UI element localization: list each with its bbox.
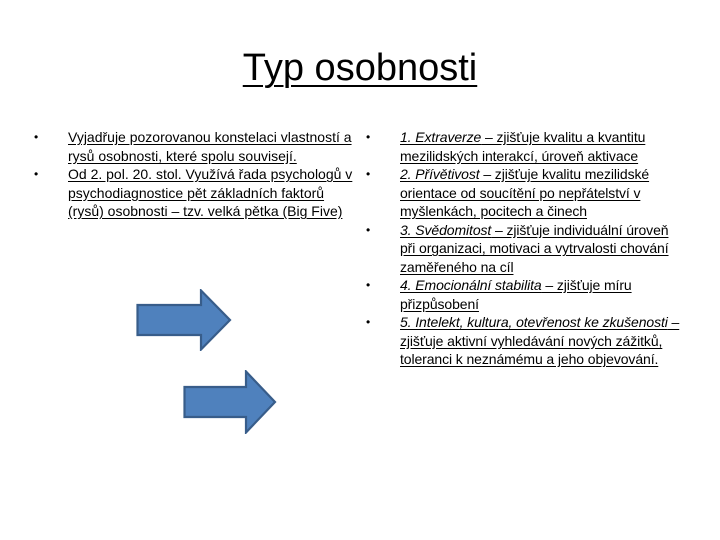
left-bullet-text: Vyjadřuje pozorovanou konstelaci vlastností a rysů osobnosti, které spolu souvisejí.	[68, 129, 352, 164]
left-bullet-list	[34, 128, 354, 221]
factor-name: 4. Emocionální stabilita	[400, 277, 542, 293]
bullet-dot: •	[366, 315, 371, 329]
big-five-item	[366, 128, 680, 165]
left-bullet-item	[34, 128, 354, 165]
factor-name: 1. Extraverze	[400, 129, 482, 145]
left-bullet-item	[34, 165, 354, 221]
factor-name: 3. Svědomitost	[400, 221, 492, 238]
big-five-item	[366, 276, 680, 313]
bullet-dot: •	[34, 167, 39, 181]
bullet-dot: •	[366, 167, 371, 181]
big-five-item	[366, 221, 680, 277]
bullet-dot: •	[366, 278, 371, 292]
factor-description: – zjišťuje kvalitu mezilidské orientace od soucítění po nepřátelství v myšlenkách, pocitech a činech	[400, 166, 650, 219]
factor-name: 5. Intelekt, kultura, otevřenost ke zkušenosti	[400, 314, 668, 330]
factor-description: – zjišťuje míru přizpůsobení	[400, 277, 632, 312]
right-arrow-icon	[136, 289, 232, 351]
factor-description: – zjišťuje kvalitu a kvantitu mezilidských interakcí, úroveň aktivace	[400, 129, 646, 164]
factor-description: – zjišťuje individuální úroveň při organizaci, motivaci a vytrvalosti chování zaměřeného na cíl	[400, 221, 669, 275]
big-five-item	[366, 313, 680, 369]
bullet-dot: •	[366, 222, 371, 237]
factor-description: – zjišťuje aktivní vyhledávání nových zážitků, toleranci k neznámému a jeho objevování.	[400, 314, 680, 367]
right-bullet-list	[366, 128, 680, 369]
slide-title: Typ osobnosti	[242, 47, 478, 89]
left-bullet-text: Od 2. pol. 20. stol. Využívá řada psychologů v psychodiagnostice pět základních faktorů (rysů) osobnosti – tzv. velká pětka (Big Five)	[68, 166, 353, 219]
bullet-dot: •	[34, 130, 39, 144]
bullet-dot: •	[366, 130, 371, 144]
factor-name: 2. Přívětivost	[400, 166, 480, 182]
big-five-item	[366, 165, 680, 221]
right-arrow-shape	[185, 372, 276, 433]
right-arrow-shape	[138, 291, 231, 350]
right-arrow-icon	[183, 370, 277, 434]
